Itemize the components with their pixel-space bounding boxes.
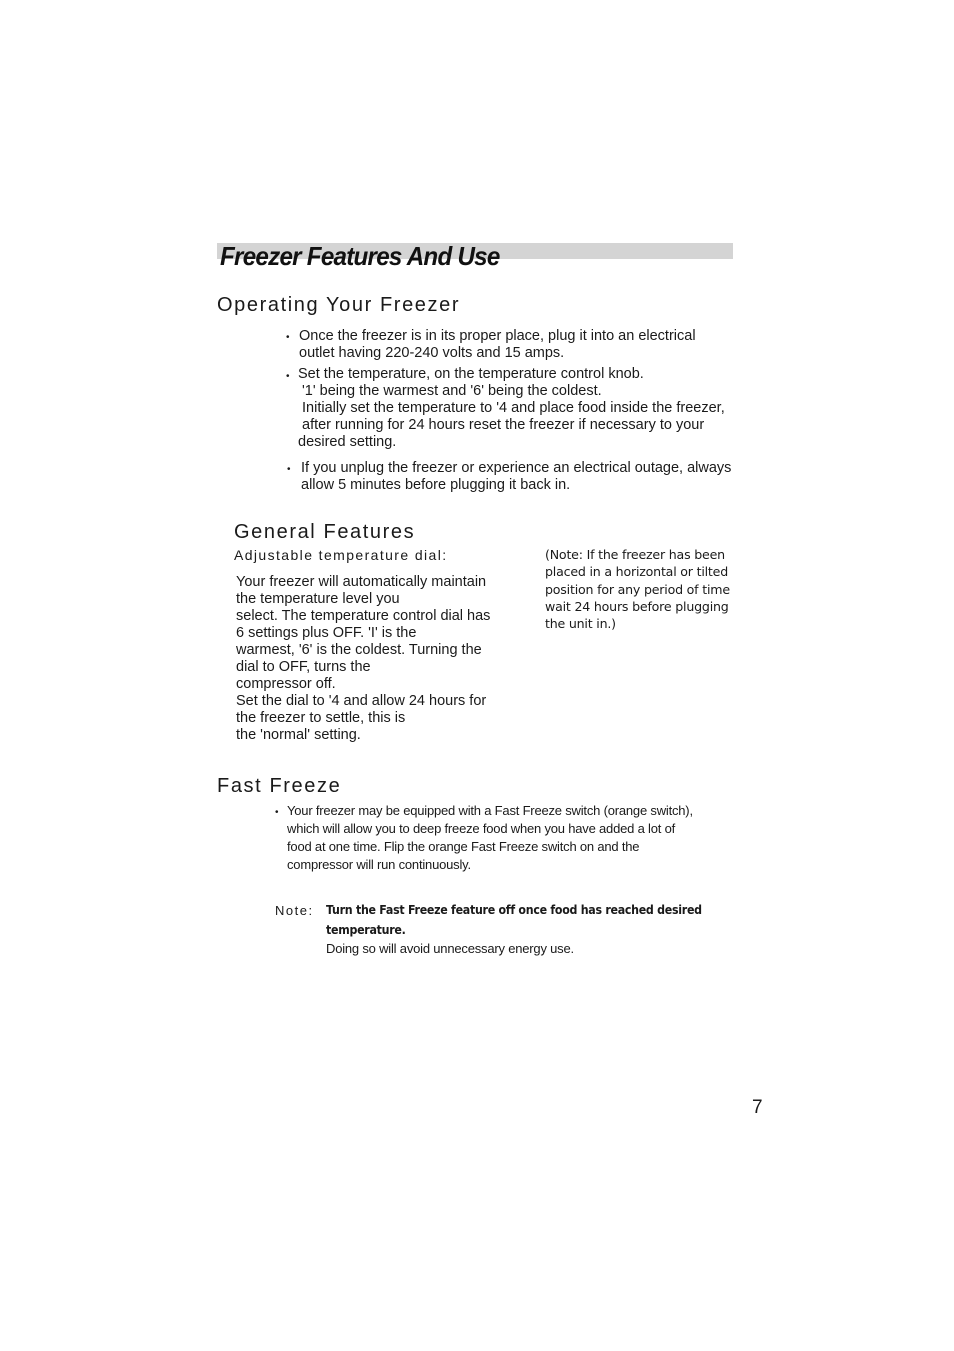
general-body-line: compressor off. [236,676,336,692]
fast-freeze-description [287,802,693,874]
operating-bullet-2-line-5: desired setting. [298,434,397,450]
section-heading-operating: Operating Your Freezer [217,294,461,316]
note-bold-line: Turn the Fast Freeze feature off once food has reached desired [326,903,702,917]
general-body-line: Set the dial to '4 and allow 24 hours for [236,693,487,709]
side-note-line: (Note: If the freezer has been [545,547,725,562]
operating-bullet-2-line-1: Set the temperature, on the temperature control knob. [298,366,644,382]
general-body-line: the freezer to settle, this is [236,710,406,726]
side-note-line: wait 24 hours before plugging [545,598,729,614]
general-features-body [236,574,490,744]
side-note-line: position for any period of time [545,581,730,597]
note-label: Note: [275,903,314,918]
section-heading-fast-freeze: Fast Freeze [217,775,342,797]
side-note-line: the unit in.) [545,616,616,632]
page-number: 7 [752,1097,763,1118]
general-body-line: warmest, '6' is the coldest. Turning the [236,642,482,658]
section-heading-general: General Features [234,521,416,543]
bullet-icon: • [286,371,290,382]
general-body-line: the 'normal' setting. [236,727,361,743]
note-bold-text [326,900,702,940]
bullet-icon: • [275,807,279,818]
fast-freeze-line: which will allow you to deep freeze food when you have added a lot of [287,821,676,836]
fast-freeze-line: compressor will run continuously. [287,857,471,872]
general-body-line: Your freezer will automatically maintain [236,574,487,590]
fast-freeze-line: food at one time. Flip the orange Fast Freeze switch on and the [287,839,640,854]
operating-bullet-1-line-1: Once the freezer is in its proper place, plug it into an electrical [299,328,696,344]
operating-bullet-2-line-2: '1' being the warmest and '6' being the coldest. [302,383,602,399]
fast-freeze-line: Your freezer may be equipped with a Fast Freeze switch (orange switch), [287,803,693,818]
general-body-line: select. The temperature control dial has [236,608,491,624]
subheading-adjustable-dial: Adjustable temperature dial: [234,547,448,563]
note-bold-line: temperature. [326,923,406,937]
operating-bullet-2-line-4: after running for 24 hours reset the freezer if necessary to your [302,417,705,433]
bullet-icon: • [286,332,290,343]
side-note-tilted-freezer [545,546,757,632]
note-energy-text: Doing so will avoid unnecessary energy use. [326,941,574,956]
side-note-line: placed in a horizontal or tilted [545,564,729,580]
general-body-line: dial to OFF, turns the [236,659,371,675]
operating-bullet-3-line-1: If you unplug the freezer or experience an electrical outage, always [301,460,732,476]
operating-bullet-1-line-2: outlet having 220-240 volts and 15 amps. [299,345,565,361]
general-body-line: 6 settings plus OFF. 'I' is the [236,625,417,641]
bullet-icon: • [287,464,291,475]
operating-bullet-2-line-3: Initially set the temperature to '4 and place food inside the freezer, [302,400,725,416]
page-title: Freezer Features And Use [220,241,500,271]
general-body-line: the temperature level you [236,591,400,607]
operating-bullet-3-line-2: allow 5 minutes before plugging it back in. [301,477,571,493]
